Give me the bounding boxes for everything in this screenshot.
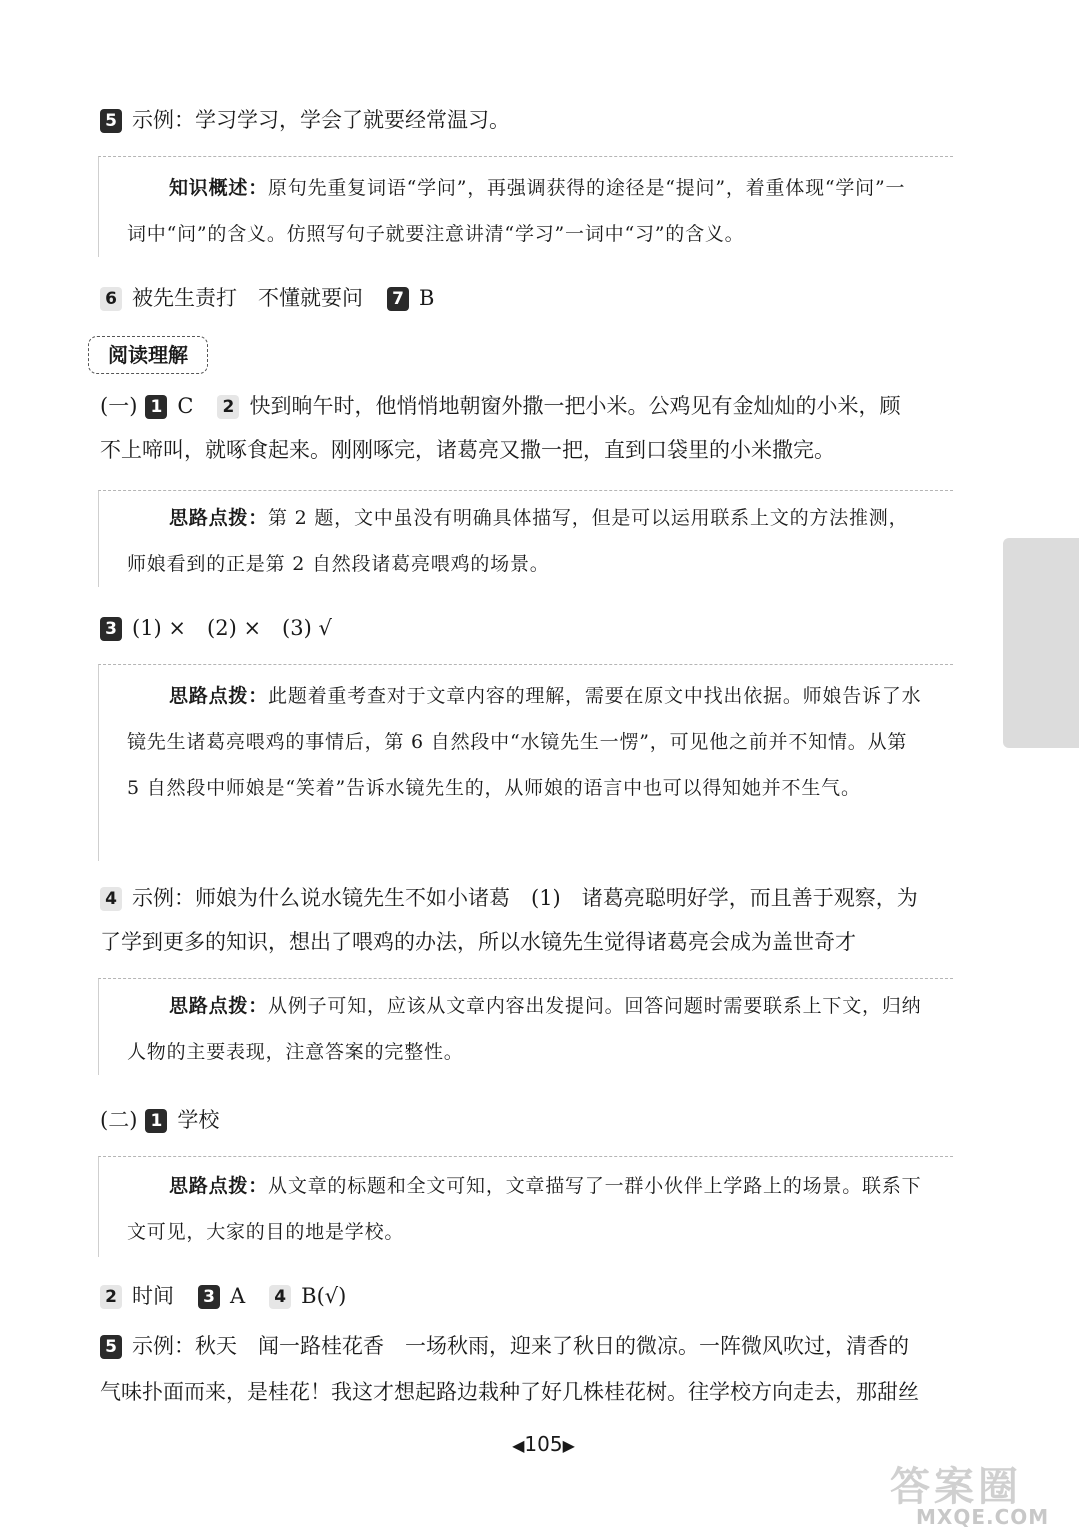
answer-text: B(√)	[301, 1284, 347, 1308]
answer-3	[100, 614, 332, 642]
question-number: 4	[269, 1285, 291, 1309]
note-text: 第 2 题，文中虽没有明确具体描写，但是可以运用联系上文的方法推测，师娘看到的正是第 2 自然段诸葛亮喂鸡的场景。	[127, 507, 909, 575]
question-number: 3	[100, 617, 122, 641]
answer-4-line2	[100, 928, 856, 956]
answer-4-line1	[100, 884, 918, 912]
answer-6-7	[100, 284, 434, 312]
note-lead: 思路点拨：	[169, 1175, 269, 1197]
note-lead: 思路点拨：	[169, 995, 269, 1017]
question-number: 5	[100, 109, 122, 133]
part-label: (一)	[100, 394, 138, 418]
answer-5-line2	[100, 1378, 919, 1406]
section-heading: 阅读理解	[88, 336, 208, 374]
note-text: 此题着重考查对于文章内容的理解，需要在原文中找出依据。师娘告诉了水镜先生诸葛亮喂鸡的事情后，第 6 自然段中“水镜先生一愣”，可见他之前并不知情。从第 5 自然段中师娘是“笑着”告诉水镜先生的，从师娘的语言中也可以得知她并不生气。	[127, 685, 922, 799]
watermark-domain: MXQE.COM	[916, 1505, 1050, 1529]
page-number	[0, 1432, 1087, 1456]
answer-text: 示例：师娘为什么说水镜先生不如小诸葛 (1) 诸葛亮聪明好学，而且善于观察，为	[132, 886, 918, 910]
prev-triangle-icon: ◀	[512, 1436, 525, 1455]
note-box	[98, 978, 953, 1075]
answer-text: 了学到更多的知识，想出了喂鸡的办法，所以水镜先生觉得诸葛亮会成为盖世奇才	[100, 930, 856, 954]
answer-text: A	[230, 1284, 246, 1308]
answer-text: C	[177, 394, 194, 418]
note-box	[98, 1156, 953, 1257]
note-text: 原句先重复词语“学问”，再强调获得的途径是“提问”，着重体现“学问”一词中“问”的含义。仿照写句子就要注意讲清“学习”一词中“习”的含义。	[127, 177, 906, 245]
answer-5-line1	[100, 1332, 909, 1360]
watermark-logo: 答案圈	[890, 1464, 1022, 1510]
note-lead: 知识概述：	[169, 177, 269, 199]
answer-text: 示例：秋天 闻一路桂花香 一场秋雨，迎来了秋日的微凉。一阵微风吹过，清香的	[132, 1334, 909, 1358]
answer-text: 不上啼叫，就啄食起来。刚刚啄完，诸葛亮又撒一把，直到口袋里的小米撒完。	[100, 438, 835, 462]
answer-text: 被先生责打 不懂就要问	[132, 286, 363, 310]
question-number: 2	[217, 395, 239, 419]
answer-text: (1) × (2) × (3) √	[132, 616, 332, 640]
question-number: 4	[100, 887, 122, 911]
question-number: 7	[387, 287, 409, 311]
watermark	[880, 1455, 1080, 1527]
part-label: (二)	[100, 1108, 138, 1132]
question-number: 6	[100, 287, 122, 311]
note-text: 从文章的标题和全文可知，文章描写了一群小伙伴上学路上的场景。联系下文可见，大家的目的地是学校。	[127, 1175, 922, 1243]
answer-text: B	[419, 286, 435, 310]
part1-line2	[100, 436, 835, 464]
note-lead: 思路点拨：	[169, 685, 269, 707]
answer-text: 示例：学习学习，学会了就要经常温习。	[132, 108, 510, 132]
note-text: 从例子可知，应该从文章内容出发提问。回答问题时需要联系上下文，归纳人物的主要表现，注意答案的完整性。	[127, 995, 922, 1063]
question-number: 3	[198, 1285, 220, 1309]
question-number: 1	[145, 1109, 167, 1133]
page-number-text: 105	[524, 1432, 563, 1456]
note-lead: 思路点拨：	[169, 507, 269, 529]
note-box	[98, 156, 953, 257]
part1-line1	[100, 392, 900, 420]
question-number: 1	[145, 395, 167, 419]
answer-5	[100, 106, 510, 134]
answer-text: 时间	[132, 1284, 174, 1308]
side-tab	[1003, 538, 1079, 748]
note-box	[98, 664, 953, 861]
answer-text: 气味扑面而来，是桂花！我这才想起路边栽种了好几株桂花树。往学校方向走去，那甜丝	[100, 1380, 919, 1404]
part2-line1	[100, 1106, 219, 1134]
question-number: 2	[100, 1285, 122, 1309]
next-triangle-icon: ▶	[562, 1436, 575, 1455]
answer-text: 快到晌午时，他悄悄地朝窗外撒一把小米。公鸡见有金灿灿的小米，顾	[249, 394, 901, 418]
answer-2-3-4	[100, 1282, 346, 1310]
answer-text: 学校	[177, 1108, 220, 1132]
note-box	[98, 490, 953, 587]
question-number: 5	[100, 1335, 122, 1359]
